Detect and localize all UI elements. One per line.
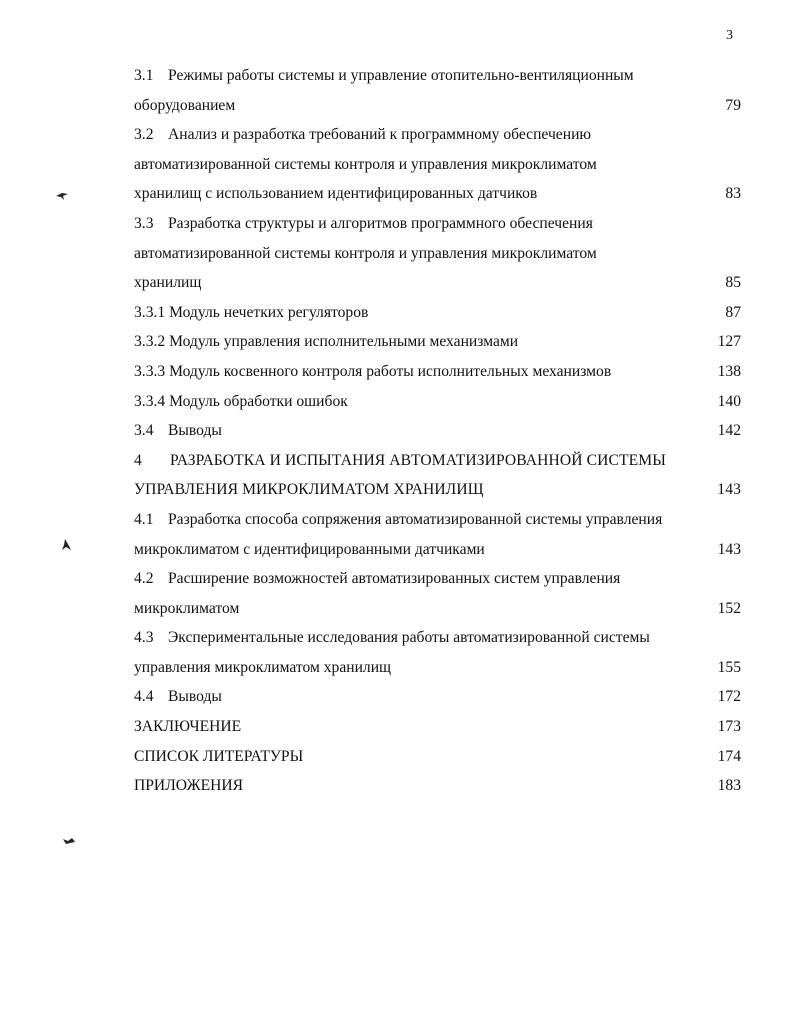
toc-number: 3.3	[134, 214, 154, 232]
scan-mark-bottom	[62, 836, 76, 846]
toc-title-line: Разработка структуры и алгоритмов программного обеспечения	[168, 214, 593, 232]
toc-title-line: управления микроклиматом хранилищ	[134, 658, 392, 676]
toc-entry-3-3[interactable]	[134, 209, 741, 298]
toc-entry-4-1[interactable]	[134, 505, 741, 564]
toc-title-line: Разработка способа сопряжения автоматизированной системы управления	[168, 510, 663, 528]
scan-mark-middle	[60, 538, 72, 552]
toc-entry-3-1[interactable]	[134, 61, 741, 120]
toc-title-line: Анализ и разработка требований к программному обеспечению	[168, 126, 592, 144]
toc-entry-4-4[interactable]	[134, 682, 741, 712]
toc-title-line: Модуль управления исполнительными механизмами	[169, 333, 519, 351]
toc-entry-3-4[interactable]	[134, 416, 741, 446]
toc-page: 172	[717, 688, 741, 706]
toc-page: 140	[717, 392, 741, 410]
toc-title-line: хранилищ с использованием идентифицированных датчиков	[134, 185, 538, 203]
toc-entry-3-2[interactable]	[134, 120, 741, 209]
toc-title-line: Модуль косвенного контроля работы исполнительных механизмов	[169, 362, 612, 380]
toc-page: 183	[717, 777, 741, 795]
toc-number: 4	[134, 451, 142, 469]
toc-number: 3.3.4	[134, 392, 166, 410]
toc-entry-3-3-3[interactable]	[134, 357, 741, 387]
toc-title-line: РАЗРАБОТКА И ИСПЫТАНИЯ АВТОМАТИЗИРОВАННОЙ СИСТЕМЫ	[170, 451, 666, 469]
toc-number: 3.3.3	[134, 362, 166, 380]
scan-mark-top	[55, 191, 69, 201]
toc-page: 138	[717, 362, 741, 380]
toc-number: 3.3.1	[134, 303, 166, 321]
table-of-contents	[134, 61, 741, 801]
toc-title-line: ЗАКЛЮЧЕНИЕ	[134, 718, 242, 736]
toc-page: 152	[717, 599, 741, 617]
toc-number: 3.1	[134, 67, 154, 84]
toc-title-line: Выводы	[168, 688, 222, 706]
toc-entry-3-3-4[interactable]	[134, 387, 741, 417]
toc-number: 4.3	[134, 629, 154, 647]
toc-title-line: Расширение возможностей автоматизированных систем управления	[168, 570, 621, 588]
toc-page: 83	[725, 185, 741, 203]
toc-number: 4.1	[134, 510, 154, 528]
toc-entry-3-3-2[interactable]	[134, 327, 741, 357]
toc-title-line: Модуль нечетких регуляторов	[169, 303, 369, 321]
toc-title-line: Экспериментальные исследования работы автоматизированной системы	[168, 629, 650, 647]
toc-title-line: микроклиматом с идентифицированными датчиками	[134, 540, 485, 558]
toc-page: 142	[717, 422, 741, 440]
toc-entry-appendices[interactable]	[134, 771, 741, 801]
page-number: 3	[726, 28, 733, 43]
toc-page: 155	[717, 658, 741, 676]
toc-page: 173	[717, 718, 741, 736]
toc-page: 79	[725, 96, 741, 114]
toc-page: 85	[725, 274, 741, 292]
toc-title-line: автоматизированной системы контроля и управления микроклиматом	[134, 155, 597, 173]
toc-title-line: УПРАВЛЕНИЯ МИКРОКЛИМАТОМ ХРАНИЛИЩ	[134, 481, 484, 499]
toc-entry-4[interactable]	[134, 446, 741, 505]
toc-page: 174	[717, 747, 741, 765]
toc-title-line: хранилищ	[134, 274, 202, 292]
toc-entry-conclusion[interactable]	[134, 712, 741, 742]
toc-title-line: Выводы	[168, 422, 222, 440]
toc-number: 4.4	[134, 688, 154, 706]
toc-title-line: СПИСОК ЛИТЕРАТУРЫ	[134, 747, 304, 765]
toc-title-line: автоматизированной системы контроля и управления микроклиматом	[134, 244, 597, 262]
toc-title-line: Режимы работы системы и управление отопительно-вентиляционным	[168, 67, 634, 84]
toc-entry-4-2[interactable]	[134, 564, 741, 623]
toc-entry-references[interactable]	[134, 742, 741, 772]
toc-title-line: ПРИЛОЖЕНИЯ	[134, 777, 244, 795]
toc-title-line: Модуль обработки ошибок	[169, 392, 348, 410]
toc-entry-4-3[interactable]	[134, 623, 741, 682]
toc-number: 3.3.2	[134, 333, 166, 351]
toc-title-line: микроклиматом	[134, 599, 240, 617]
toc-title-line: оборудованием	[134, 96, 236, 114]
toc-page: 87	[725, 303, 741, 321]
toc-page: 143	[717, 481, 741, 499]
toc-page: 127	[717, 333, 741, 351]
toc-number: 3.2	[134, 126, 154, 144]
toc-number: 4.2	[134, 570, 154, 588]
toc-page: 143	[717, 540, 741, 558]
toc-number: 3.4	[134, 422, 154, 440]
toc-entry-3-3-1[interactable]	[134, 298, 741, 328]
